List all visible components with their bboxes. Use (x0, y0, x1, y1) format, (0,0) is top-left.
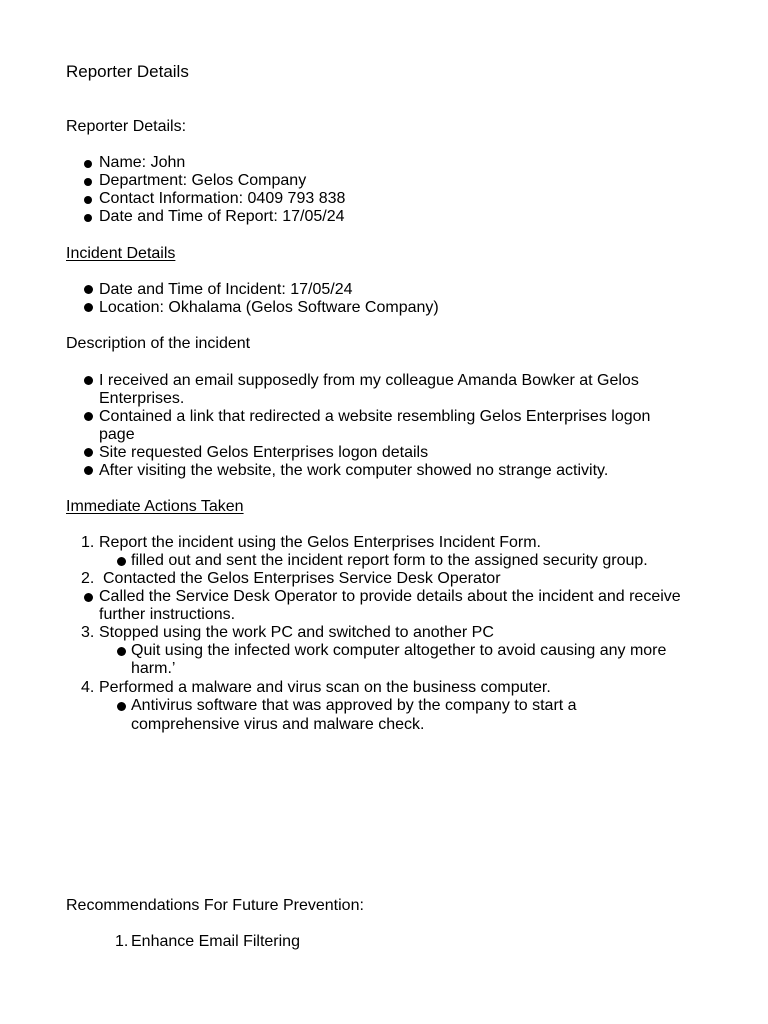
list-number: 2. (81, 570, 95, 587)
list-number: 3. (81, 624, 95, 641)
list-item: Date and Time of Report: 17/05/24 (99, 208, 345, 225)
action-step: Stopped using the work PC and switched to another PC (99, 624, 494, 641)
bullet-icon (84, 593, 93, 602)
list-number: 4. (81, 679, 95, 696)
list-item: Contained a link that redirected a website resembling Gelos Enterprises logon (99, 408, 651, 425)
list-item: Date and Time of Incident: 17/05/24 (99, 281, 353, 298)
description-heading: Description of the incident (66, 335, 251, 352)
list-item-continuation: Enterprises. (99, 390, 185, 407)
list-item: Location: Okhalama (Gelos Software Company) (99, 299, 439, 316)
list-item-continuation: page (99, 426, 135, 443)
list-item: Contact Information: 0409 793 838 (99, 190, 346, 207)
action-substep-continuation: comprehensive virus and malware check. (131, 716, 425, 733)
list-number: 1. (81, 534, 95, 551)
action-step: Report the incident using the Gelos Enterprises Incident Form. (99, 534, 541, 551)
bullet-icon (84, 178, 92, 186)
recommendations-heading: Recommendations For Future Prevention: (66, 897, 364, 914)
bullet-icon (117, 702, 126, 711)
action-substep: Antivirus software that was approved by the company to start a (131, 697, 577, 714)
recommendation-item: Enhance Email Filtering (131, 933, 300, 950)
action-step: Contacted the Gelos Enterprises Service Desk Operator (103, 570, 501, 587)
action-bullet: Called the Service Desk Operator to provide details about the incident and receive (99, 588, 681, 605)
action-substep: Quit using the infected work computer altogether to avoid causing any more (131, 642, 667, 659)
action-bullet-continuation: further instructions. (99, 606, 236, 623)
list-item: Site requested Gelos Enterprises logon details (99, 444, 429, 461)
bullet-icon (84, 214, 92, 222)
bullet-icon (84, 448, 93, 457)
bullet-icon (84, 285, 93, 294)
bullet-icon (117, 647, 126, 656)
document-title: Reporter Details (66, 62, 189, 81)
list-item: Department: Gelos Company (99, 172, 307, 189)
list-item: After visiting the website, the work computer showed no strange activity. (99, 462, 609, 479)
bullet-icon (84, 376, 93, 385)
list-item: Name: John (99, 154, 186, 171)
bullet-icon (84, 160, 92, 168)
action-substep-continuation: harm.’ (131, 660, 176, 677)
bullet-icon (84, 303, 93, 312)
immediate-actions-heading: Immediate Actions Taken (66, 498, 244, 515)
incident-details-heading: Incident Details (66, 245, 176, 262)
action-step: Performed a malware and virus scan on the business computer. (99, 679, 551, 696)
bullet-icon (84, 412, 93, 421)
list-number: 1. (115, 933, 129, 950)
bullet-icon (117, 557, 126, 566)
reporter-details-heading: Reporter Details: (66, 118, 187, 135)
action-substep: filled out and sent the incident report form to the assigned security group. (131, 552, 648, 569)
list-item: I received an email supposedly from my colleague Amanda Bowker at Gelos (99, 372, 639, 389)
bullet-icon (84, 196, 92, 204)
bullet-icon (84, 466, 93, 475)
